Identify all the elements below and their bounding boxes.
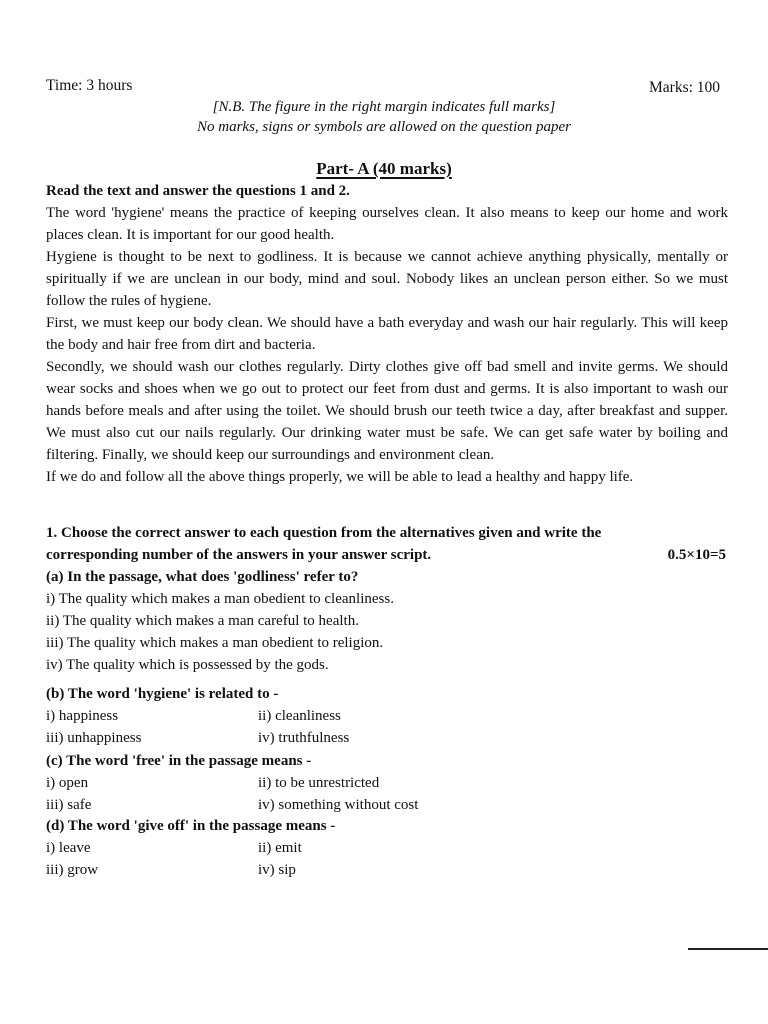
subquestion-c	[46, 750, 728, 816]
passage-paragraph: If we do and follow all the above things properly, we will be able to lead a healthy and happy life.	[46, 469, 634, 485]
passage-paragraph: First, we must keep our body clean. We should have a bath everyday and wash our hair regularly. This will keep the body and hair free from dirt and bacteria.	[46, 315, 728, 353]
question-1	[46, 522, 728, 566]
option: i) happiness	[46, 708, 119, 724]
option: iii) safe	[46, 797, 92, 813]
passage-paragraph: Secondly, we should wash our clothes regularly. Dirty clothes give off bad smell and invite germs. We should wear socks and shoes when we go out to protect our feet from dust and germs. It is also important to wash our hands before meals and after using the toilet. We should brush our teeth twice a day, after breakfast and supper. We must also cut our nails regularly. Our drinking water must be safe. We can get safe water by boiling and filtering. Finally, we should keep our surroundings and environment clean.	[46, 359, 728, 463]
option: iv) sip	[258, 862, 296, 878]
option: ii) to be unrestricted	[258, 775, 380, 791]
question-1-line-1: 1. Choose the correct answer to each question from the alternatives given and write the	[46, 525, 602, 541]
subquestion-d-prompt: (d) The word 'give off' in the passage means -	[46, 818, 336, 834]
reading-passage	[46, 180, 728, 488]
option-row	[46, 859, 728, 881]
subquestion-d	[46, 815, 728, 881]
subquestion-c-prompt: (c) The word 'free' in the passage means -	[46, 753, 312, 769]
question-1-line-2-row	[46, 544, 728, 566]
instruction: Read the text and answer the questions 1 and 2.	[46, 183, 350, 199]
subquestion-b-prompt: (b) The word 'hygiene' is related to -	[46, 686, 279, 702]
option: i) The quality which makes a man obedient to cleanliness.	[46, 591, 394, 607]
option: iv) truthfulness	[258, 730, 350, 746]
margin-rule	[688, 948, 768, 950]
question-1-marks: 0.5×10=5	[667, 547, 726, 563]
part-title-text: Part- A (40 marks)	[316, 159, 452, 178]
time-label: Time: 3 hours	[46, 77, 133, 94]
question-1-line-2: corresponding number of the answers in your answer script.	[46, 547, 432, 563]
option: iv) The quality which is possessed by the gods.	[46, 657, 329, 673]
option-row	[46, 727, 728, 749]
option: i) leave	[46, 840, 91, 856]
passage-paragraph: The word 'hygiene' means the practice of keeping ourselves clean. It also means to keep our home and work places clean. It is important for our good health.	[46, 205, 728, 243]
option-row	[46, 705, 728, 727]
option: iv) something without cost	[258, 797, 419, 813]
option: iii) unhappiness	[46, 730, 142, 746]
marks-label: Marks: 100	[649, 79, 721, 96]
subquestion-a-prompt: (a) In the passage, what does 'godliness' refer to?	[46, 569, 359, 585]
option: i) open	[46, 775, 89, 791]
subquestion-b	[46, 683, 728, 749]
option-row	[46, 794, 728, 816]
option: iii) The quality which makes a man obedient to religion.	[46, 635, 384, 651]
note-line-2: No marks, signs or symbols are allowed on the question paper	[196, 119, 572, 135]
option: ii) The quality which makes a man careful to health.	[46, 613, 359, 629]
passage-paragraph: Hygiene is thought to be next to godliness. It is because we cannot achieve anything physically, mentally or spiritually if we are unclean in our body, mind and soul. Nobody likes an unclean person either. So we must follow the rules of hygiene.	[46, 249, 728, 309]
option: iii) grow	[46, 862, 99, 878]
subquestion-a	[46, 566, 728, 676]
part-title	[0, 159, 768, 179]
option: ii) emit	[258, 840, 302, 856]
note-line-1: [N.B. The figure in the right margin indicates full marks]	[212, 99, 556, 115]
option-row	[46, 772, 728, 794]
option: ii) cleanliness	[258, 708, 341, 724]
option-row	[46, 837, 728, 859]
